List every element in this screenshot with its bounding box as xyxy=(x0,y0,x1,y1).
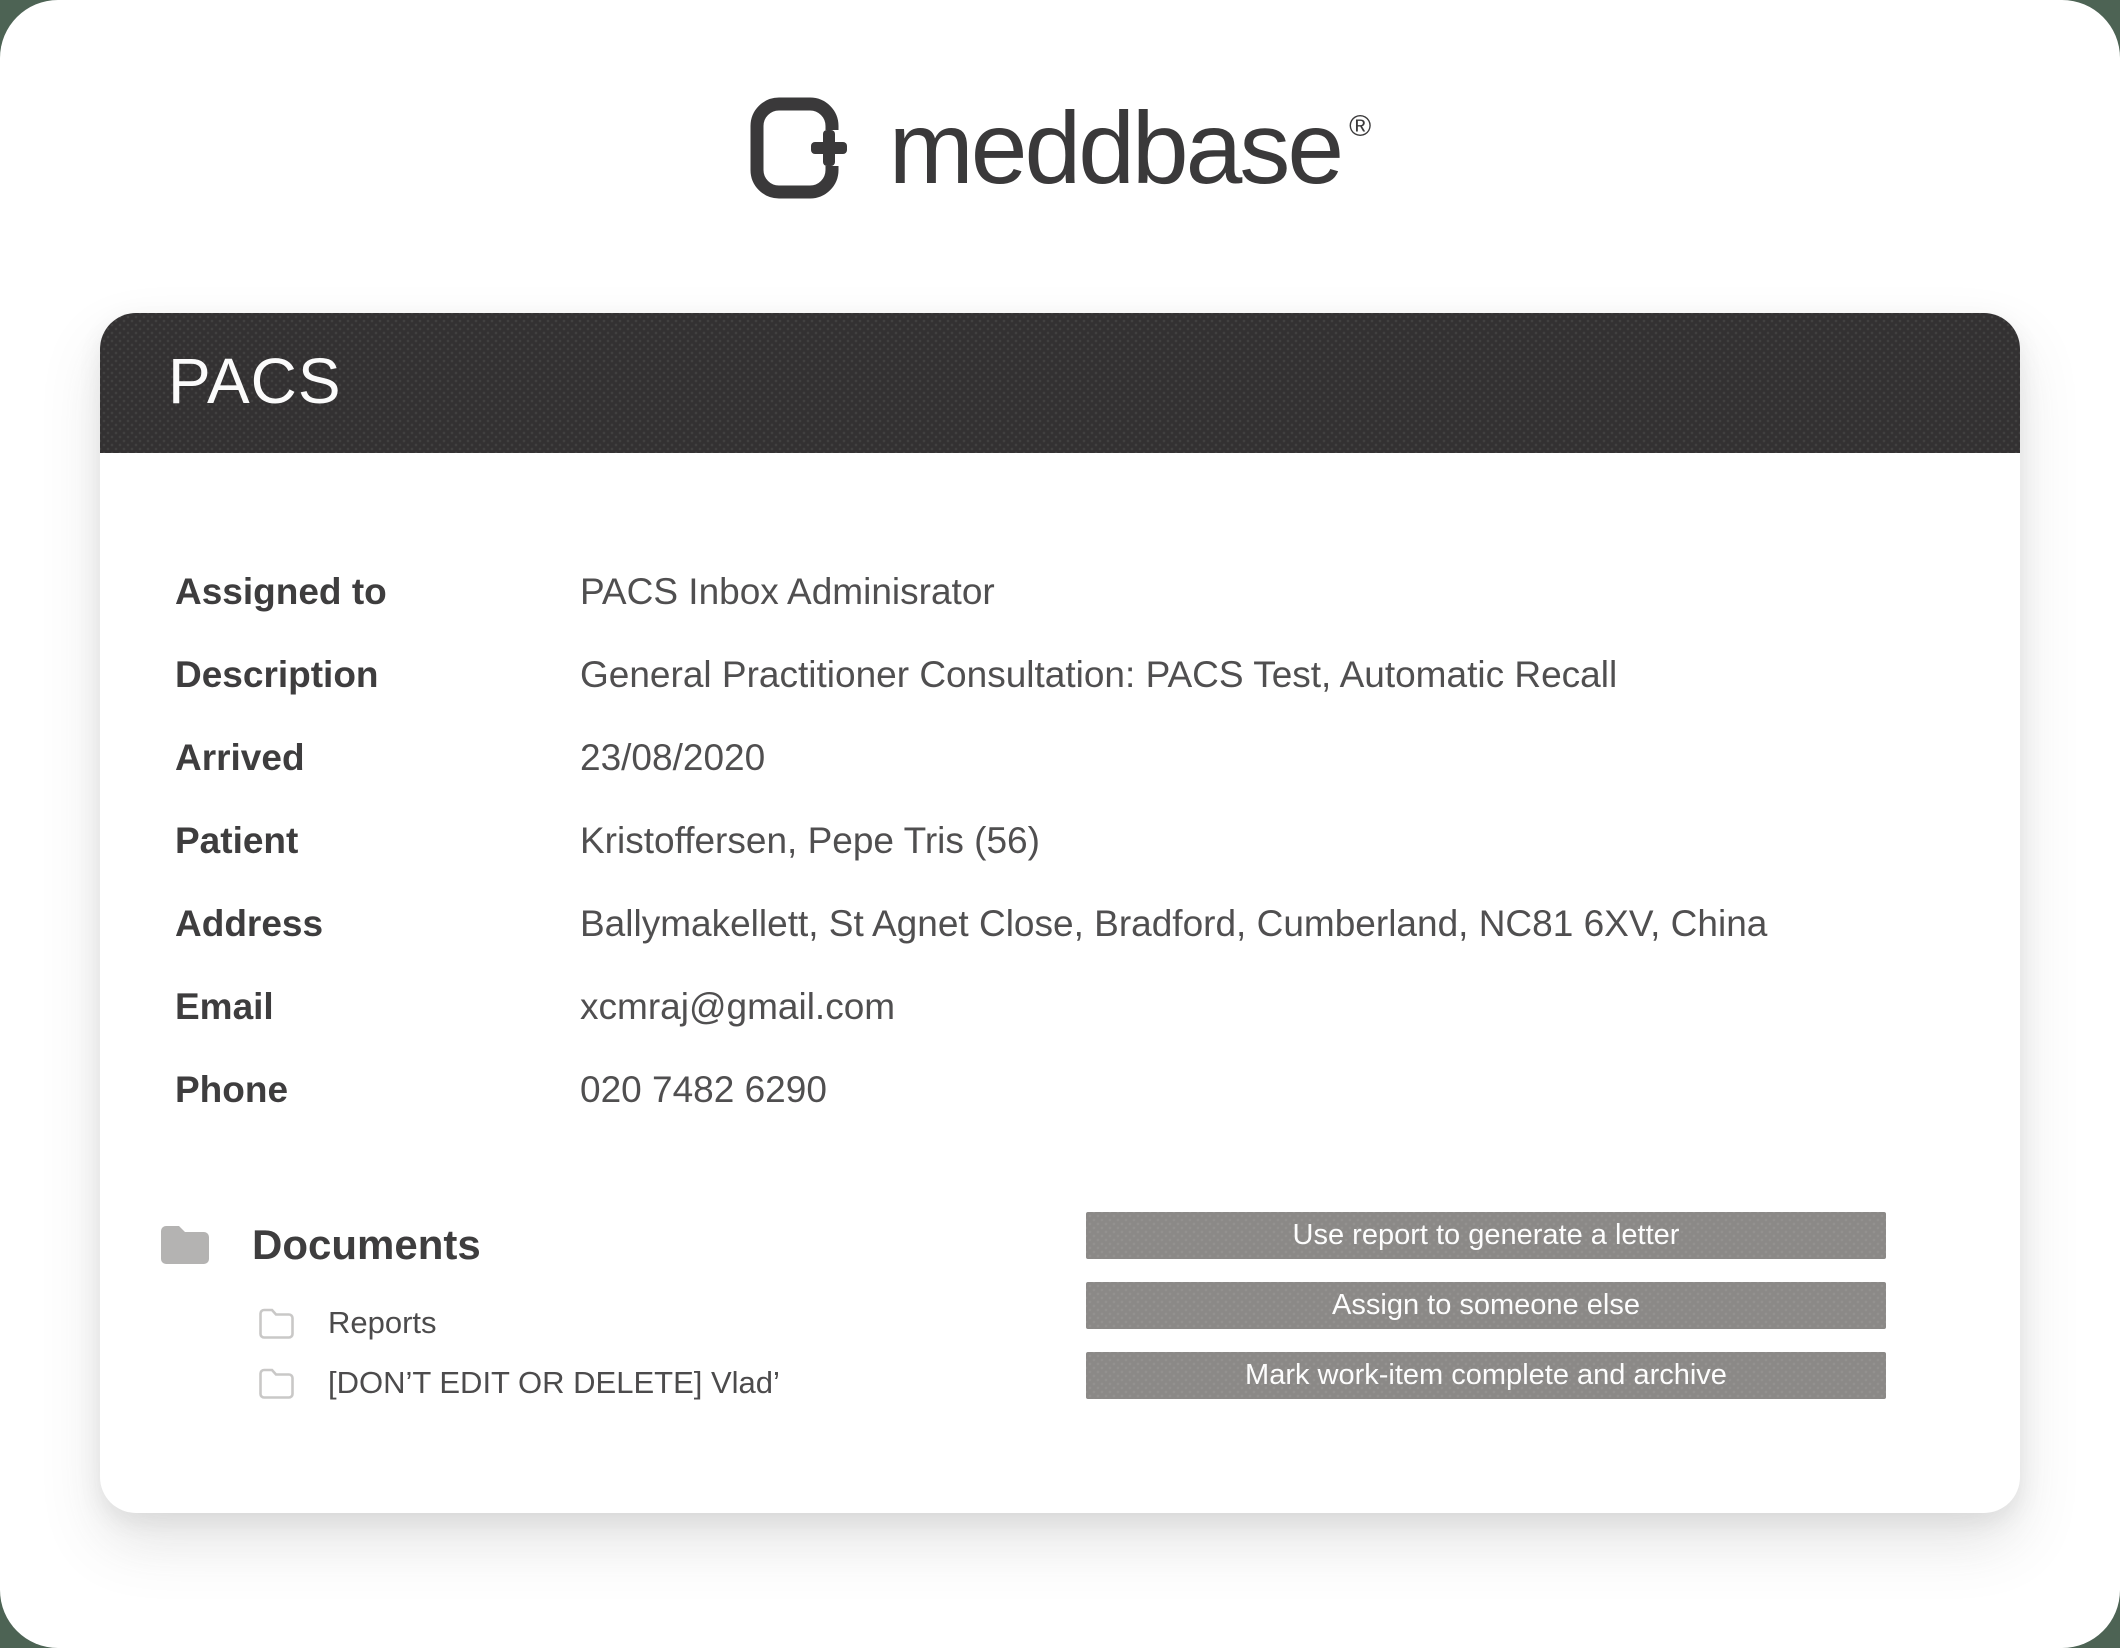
registered-trademark-icon: ® xyxy=(1349,110,1372,143)
field-label: Phone xyxy=(175,1068,289,1110)
field-row-address xyxy=(175,882,1950,965)
field-row-arrived xyxy=(175,716,1950,799)
field-row-patient xyxy=(175,799,1950,882)
folder-filled-icon xyxy=(158,1222,212,1268)
field-value: Kristoffersen, Pepe Tris (56) xyxy=(580,819,1040,861)
field-value: General Practitioner Consultation: PACS Test, Automatic Recall xyxy=(580,653,1618,695)
field-row-email xyxy=(175,965,1950,1048)
generate-letter-button[interactable]: Use report to generate a letter xyxy=(1086,1212,1886,1259)
documents-heading-row xyxy=(158,1221,481,1269)
folder-outline-icon xyxy=(258,1367,296,1400)
document-folder-dont-edit[interactable] xyxy=(258,1365,780,1401)
document-folder-label: [DON’T EDIT OR DELETE] Vlad’ xyxy=(328,1365,780,1400)
field-row-phone xyxy=(175,1048,1950,1131)
documents-heading: Documents xyxy=(252,1221,481,1268)
meddbase-logo-icon xyxy=(749,96,849,200)
field-label: Address xyxy=(175,902,324,944)
field-value: PACS Inbox Adminisrator xyxy=(580,570,995,612)
assign-to-someone-else-button[interactable]: Assign to someone else xyxy=(1086,1282,1886,1329)
panel-title: PACS xyxy=(168,345,342,417)
document-folder-reports[interactable] xyxy=(258,1305,437,1341)
field-label: Assigned to xyxy=(175,570,387,612)
field-label: Patient xyxy=(175,819,299,861)
field-value: 020 7482 6290 xyxy=(580,1068,827,1110)
pacs-header-bar xyxy=(100,313,2020,453)
document-folder-label: Reports xyxy=(328,1305,437,1340)
mark-complete-archive-button[interactable]: Mark work-item complete and archive xyxy=(1086,1352,1886,1399)
field-row-assigned-to xyxy=(175,550,1950,633)
field-label: Email xyxy=(175,985,274,1027)
pacs-work-item-card xyxy=(100,313,2020,1513)
meddbase-logo xyxy=(0,91,2120,205)
field-label: Arrived xyxy=(175,736,305,778)
field-row-description xyxy=(175,633,1950,716)
field-value: Ballymakellett, St Agnet Close, Bradford, Cumberland, NC81 6XV, China xyxy=(580,902,1768,944)
field-value: xcmraj@gmail.com xyxy=(580,985,896,1027)
brand-wordmark: meddbase xyxy=(888,91,1342,205)
work-item-fields xyxy=(175,550,1950,1131)
field-label: Description xyxy=(175,653,379,695)
field-value: 23/08/2020 xyxy=(580,736,766,778)
folder-outline-icon xyxy=(258,1307,296,1340)
action-buttons xyxy=(1086,1212,1886,1422)
